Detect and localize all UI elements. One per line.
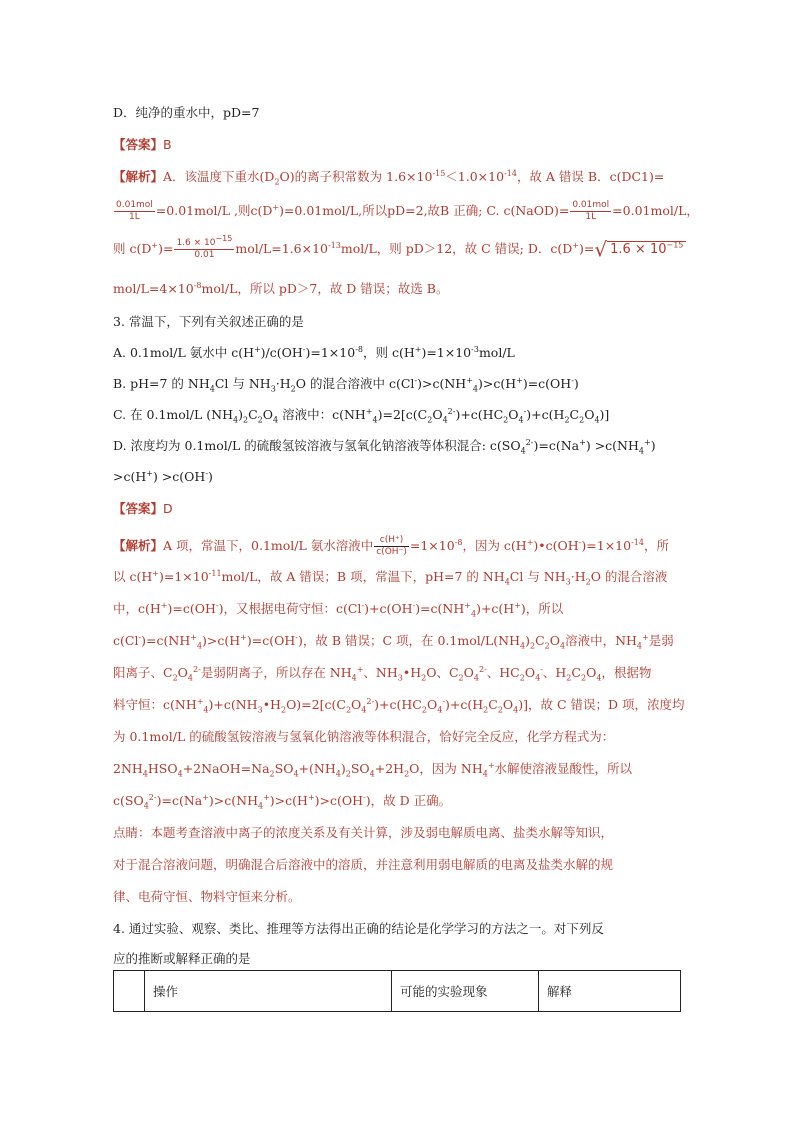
q2-analysis-line-4: mol/$L=4\times 10^{-8}mol/L$，所以 pD＞7，故 D 错误；故选 B。 [113,280,449,296]
q3-answer [113,500,688,518]
q3-option-b: B. pH=7 的 $NH_4Cl$ 与 $NH_3\cdot H_2O$ 的混合溶液中 $c(Cl^-)>c(NH^+_4)>c(H^+)=c(OH^-)$ [113,375,579,394]
q3-note-line-2: 对于混合溶液问题，明确混合后溶液中的溶质，并注意利用弱电解质的电离及盐类水解的规 [113,857,614,872]
text: =0.01mol/L ,则c(D [155,203,273,218]
q3-option-c: C. 在 0.1mol/L $(NH_4)_2C_2O_4$ 溶液中：$c(NH^+_4)=2[c(C_2O_4^{2-})+c(HC_2O_4^-)+c(H_2C_2O_4)]$ [113,406,610,425]
text: mol/L，则 pD＞12，故 C 错误; D．c(D [340,241,573,256]
table-header-cell [114,971,145,1012]
fraction: $\frac{\text{0.01mol}}{1L}$ [116,200,153,222]
q3-analysis-line-5: 阳离子、$C_2O_4^{2-}$是弱阴离子，所以存在 $NH_4^+$、$NH_3•H_2O$、$C_2O_4^{2-}$、$HC_2O_4^-$、$H_2C_2O_4$，根据物 [113,664,652,683]
q3-option-a: A. 0.1mol/L 氨水中 $c(H^+)/c(OH^-)=1\times 10^{-8}$，则 $c(H^+)=1\times 10^{-3}mol/L$ [113,344,515,360]
q3-note-line-1: 点睛：本题考查溶液中离子的浓度关系及有关计算，涉及弱电解质电离、盐类水解等知识， [113,825,614,840]
q4-stem-line-2: 应的推断或解释正确的是 [113,951,251,966]
text: O)的离子积常数为 1.6×10 [279,169,433,184]
square-root: √ $1.6 \times 10^{-15}$ [594,240,686,259]
q3-analysis-line-7: 为 0.1mol/L 的硫酸氢铵溶液与氢氧化钠溶液等体积混合，恰好完全反应，化学方程式为： [113,729,615,744]
q3-analysis-line-2: 以 $c(H^+)=1\times 10^{-11}mol/L$，故 A 错误；B 项，常温下，pH=7 的 $NH_4Cl$ 与 $NH_3\cdot H_2O$ 的混合溶液 [113,568,668,587]
text: )= [158,241,174,256]
text: mol/L，所以 pD＞7，故 D 错误；故选 B。 [201,281,449,296]
analysis-label: 【解析】 [113,538,164,553]
q2-analysis-line-1: 【解析】A．该温度下重水$(D_2O)$的离子积常数为 $1.6\times 10^{-15}<1.0\times 10^{-14}$，故 A 错误 B．c(DC1)= [113,168,665,187]
text: mol/L=4×10 [113,281,194,296]
q2-answer [113,136,688,154]
q3-option-d-2: >c(H+) >c(OH-) [113,468,213,484]
fraction: $\frac{1.6 \times 10^{-15}}{0.01}$ [176,234,233,260]
text: )=0.01mol/L,所以pD=2,故B 正确; C. c(NaOD)= [279,203,570,218]
q4-table [113,970,681,1012]
table-header-cell: 可能的实验现象 [392,971,539,1012]
q3-analysis-line-9: $c(SO_4^{2-})=c(Na^+)>c(NH_4^+)>c(H^+)>c(OH^-)$，故 D 正确。 [113,792,452,811]
answer-label: 【答案】 [113,137,164,152]
q3-note-line-3: 律、电荷守恒、物料守恒来分析。 [113,889,301,904]
text: 则 c(D [113,241,152,256]
q2-option-d: D．纯净的重水中，pD=7 [113,105,260,120]
q3-analysis-line-6: 料守恒：$c(NH^+_4)+c(NH_3•H_2O)=2[c(C_2O_4^{2-})+c(HC_2O_4^-)+c(H_2C_2O_4)]$，故 C 错误；D 项，浓度均 [113,696,685,715]
table-header-row [114,971,681,1012]
analysis-label: 【解析】 [113,169,164,184]
q3-stem: 3. 常温下，下列有关叙述正确的是 [113,314,304,329]
q3-analysis-line-1: 【解析】A 项，常温下，0.1mol/L 氨水溶液中 $\frac{c(H^+)}{c(OH^-)}$ $=1\times 10^{-8}$，因为 $c(H^+)•c(OH^-)=1\times 10^{-14}$，所 [113,535,669,557]
q2-analysis-line-2: $\frac{\text{0.01mol}}{1L}$ =0.01mol/L ,则c(D+)=0.01mol/L,所以pD=2,故B 正确; C. c(NaOD)= $\frac{\text{0.01mol}}{1L}$ =0.01mol/L， [116,200,699,222]
fraction: $\frac{c(H^+)}{c(OH^-)}$ [376,535,407,557]
fraction: $\frac{\text{0.01mol}}{1L}$ [572,200,610,222]
answer-value: D [163,501,173,516]
answer-value: B [163,137,172,152]
text: ，故 A 错误 B．c(DC1)= [516,169,665,184]
table-header-cell: 解释 [539,971,681,1012]
text: mol/L=1.6×10 [235,241,328,256]
q3-analysis-line-8: $2NH_4HSO_4+2NaOH=Na_2SO_4+(NH_4)_2SO_4+2H_2O$，因为 $NH_4^+$水解使溶液显酸性，所以 [113,760,633,779]
text: A．该温度下重水(D [163,169,275,184]
q3-analysis-line-3: 中，c(H+)=c(OH-)，又根据电荷守恒：$c(Cl^-)+c(OH^-)=c(NH^+_4)+c(H^+)$，所以 [113,600,564,619]
q3-option-d-1: D. 浓度均为 0.1mol/L 的硫酸氢铵溶液与氢氧化钠溶液等体积混合: $c(SO_4^{2-})=c(Na^+) >c(NH_4^+)$ [113,437,656,456]
answer-label: 【答案】 [113,501,164,516]
q3-analysis-line-4: $c(Cl^-)=c(NH^+_4)>c(H^+)=c(OH^-)$，故 B 错误；C 项，在 $0.1mol/L(NH_4)_2C_2O_4$溶液中，$NH_4^+$是弱 [113,632,674,651]
table-header-cell: 操作 [145,971,392,1012]
q4-stem-line-1: 4. 通过实验、观察、类比、推理等方法得出正确的结论是化学学习的方法之一。对下列反 [113,921,604,936]
text: ＜1.0×10 [445,169,505,184]
q2-analysis-line-3: 则 c(D+)= $\frac{1.6 \times 10^{-15}}{0.01}$ mol/$L=1.6\times 10^{-13}mol/L$，则 pD＞12，故 C 错误; D．c(D+)=√ $1.6 \times 10^{-15}$ [113,238,688,261]
text: =0.01mol/L， [612,203,699,218]
text: )= [579,241,595,256]
